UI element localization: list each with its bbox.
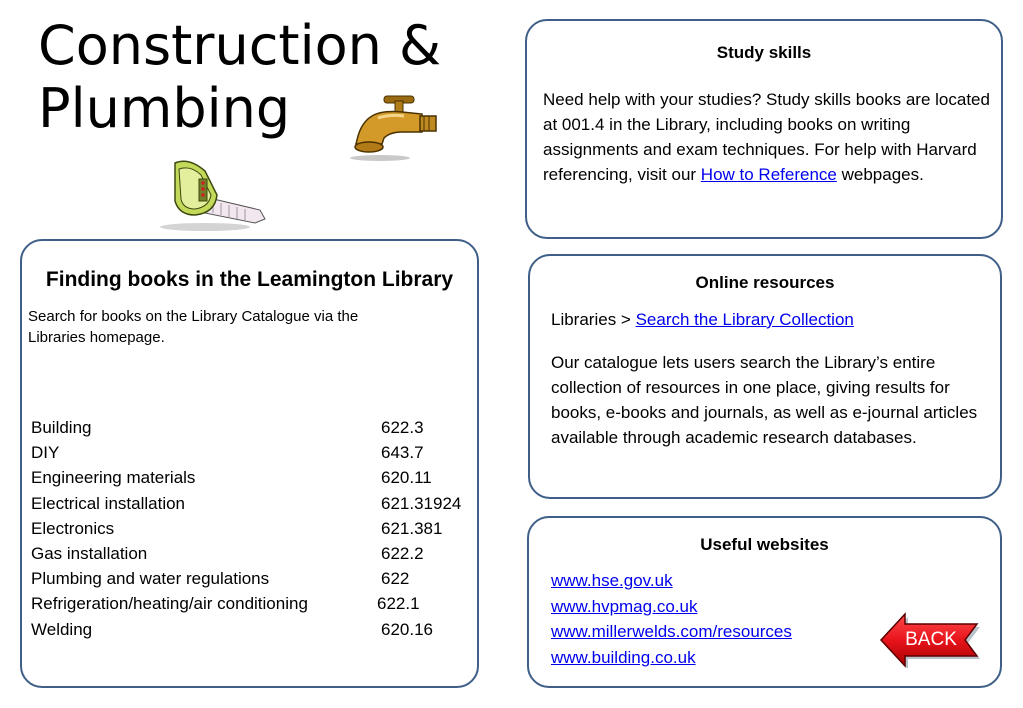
breadcrumb-prefix: Libraries > [551,310,636,329]
subject-row [31,566,471,591]
subject-classmark: 621.31924 [381,493,462,513]
subject-classmark: 621.381 [381,518,443,538]
subject-row [31,516,471,541]
subject-classmark: 620.11 [381,468,432,488]
subject-name: Engineering materials [31,468,196,488]
subject-name: Gas installation [31,543,148,563]
online-resources-panel [528,254,1002,499]
list-item [551,568,792,594]
subject-row [31,541,471,566]
title-line-2: Plumbing [38,77,291,140]
subject-name: Refrigeration/heating/air conditioning [31,594,308,614]
tape-measure-icon [155,155,270,233]
study-skills-text-start: Need help with your studies? Study skills books are located at 001.4 in the Library, including books on writing assignments and exam techniques. For help with Harvard referencing, visit our [543,90,990,184]
study-skills-text-end: webpages. [836,165,924,184]
study-skills-heading: Study skills [716,43,812,62]
website-link-hse[interactable]: www.hse.gov.uk [551,571,673,590]
title-line-1: Construction & [38,14,442,77]
breadcrumb [551,307,996,332]
finding-books-panel [20,239,479,688]
subject-classmark: 622.1 [377,594,420,614]
list-item [551,645,792,671]
study-skills-text [543,87,998,187]
website-link-building[interactable]: www.building.co.uk [551,647,696,667]
list-item [551,619,792,645]
subject-classmark-list [31,415,471,642]
subject-row [31,465,471,490]
back-button[interactable] [877,610,985,670]
back-button-label: BACK [905,629,957,650]
subject-name: Building [31,418,92,437]
study-skills-panel [525,19,1003,239]
subject-classmark: 622 [381,569,410,589]
online-resources-heading: Online resources [695,273,835,292]
website-link-hvpmag[interactable]: www.hvpmag.co.uk [551,596,698,616]
search-library-collection-link[interactable]: Search the Library Collection [635,310,854,329]
catalogue-description: Our catalogue lets users search the Library’s entire collection of resources in one place, giving results for books, e-books and journals, as well as e-journal articles available through academic research databases. [551,353,978,447]
subject-row [31,440,471,465]
website-list [551,568,792,670]
subject-row [31,617,471,642]
finding-books-intro: Search for books on the Library Catalogue via the Libraries homepage. [28,308,359,346]
subject-name: Electrical installation [31,493,186,513]
list-item [551,594,792,620]
useful-websites-heading: Useful websites [700,535,829,554]
subject-classmark: 643.7 [381,443,424,463]
subject-row [31,415,471,440]
finding-books-heading: Finding books in the Leamington Library [45,268,454,291]
subject-row [31,591,471,616]
subject-classmark: 622.3 [381,418,424,437]
subject-row [31,491,471,516]
subject-name: Welding [31,619,93,639]
subject-name: DIY [31,443,60,463]
subject-classmark: 622.2 [381,543,424,563]
subject-name: Electronics [31,518,115,538]
website-link-millerwelds[interactable]: www.millerwelds.com/resources [551,622,792,641]
tap-icon [342,92,440,162]
how-to-reference-link[interactable]: How to Reference [700,165,837,184]
subject-classmark: 620.16 [381,619,433,639]
subject-name: Plumbing and water regulations [31,569,270,589]
